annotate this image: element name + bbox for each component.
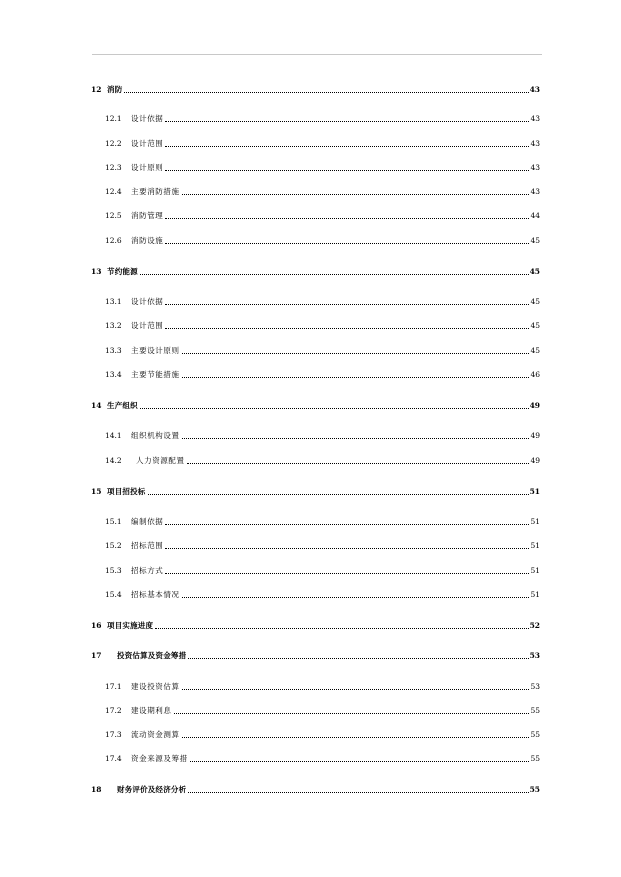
- toc-entry-17-1[interactable]: [91, 680, 540, 692]
- toc-entry-page: 55: [529, 785, 540, 794]
- toc-entry-title: 资金来源及筹措: [131, 754, 188, 763]
- toc-entry-12-2[interactable]: [91, 137, 540, 149]
- dot-leader: [165, 170, 529, 171]
- toc-entry-title: 建设期利息: [131, 706, 172, 715]
- toc-entry-number: 15: [91, 487, 102, 496]
- toc-entry-title: 建设投资估算: [131, 682, 180, 691]
- dot-leader: [155, 628, 528, 629]
- dot-leader: [182, 194, 530, 195]
- toc-entry-title: 编制依据: [131, 517, 164, 526]
- toc-entry-number: 15.3: [105, 566, 122, 575]
- toc-entry-title: 投资估算及资金筹措: [117, 651, 187, 660]
- toc-entry-title: 人力资源配置: [136, 456, 185, 465]
- toc-entry-number: 16: [91, 621, 102, 630]
- toc-entry-14[interactable]: [91, 399, 540, 411]
- toc-entry-page: 45: [530, 297, 540, 306]
- toc-entry-number: 17.1: [105, 682, 122, 691]
- toc-entry-title: 设计依据: [131, 114, 164, 123]
- toc-entry-12-6[interactable]: [91, 234, 540, 246]
- dot-leader: [182, 689, 530, 690]
- toc-entry-title: 消防设施: [131, 236, 164, 245]
- toc-entry-page: 43: [529, 85, 540, 94]
- toc-entry-13-2[interactable]: [91, 319, 540, 331]
- toc-entry-number: 17.3: [105, 730, 122, 739]
- toc-entry-title: 财务评价及经济分析: [117, 785, 187, 794]
- toc-entry-number: 17.2: [105, 706, 122, 715]
- dot-leader: [182, 438, 530, 439]
- toc-entry-title: 主要节能措施: [131, 370, 180, 379]
- toc-entry-title: 消防管理: [131, 211, 164, 220]
- toc-entry-page: 43: [530, 114, 540, 123]
- toc-entry-page: 44: [530, 211, 540, 220]
- dot-leader: [182, 377, 530, 378]
- toc-entry-16[interactable]: [91, 619, 540, 631]
- toc-entry-page: 53: [529, 651, 540, 660]
- toc-entry-12[interactable]: [91, 83, 540, 95]
- toc-entry-page: 43: [530, 139, 540, 148]
- dot-leader: [165, 304, 529, 305]
- toc-entry-page: 52: [529, 621, 540, 630]
- toc-entry-number: 12.6: [105, 236, 122, 245]
- toc-entry-18[interactable]: [91, 783, 540, 795]
- dot-leader: [182, 597, 530, 598]
- toc-entry-15-4[interactable]: [91, 588, 540, 600]
- toc-entry-title: 招标基本情况: [131, 590, 180, 599]
- toc-entry-number: 12.1: [105, 114, 122, 123]
- toc-entry-title: 项目招投标: [107, 487, 146, 496]
- toc-entry-page: 51: [529, 487, 540, 496]
- toc-entry-page: 49: [530, 456, 540, 465]
- toc-entry-page: 51: [530, 517, 540, 526]
- toc-entry-title: 设计范围: [131, 321, 164, 330]
- toc-entry-page: 45: [529, 267, 540, 276]
- dot-leader: [165, 573, 529, 574]
- toc-entry-title: 设计范围: [131, 139, 164, 148]
- dot-leader: [174, 713, 530, 714]
- toc-entry-number: 15.1: [105, 517, 122, 526]
- dot-leader: [140, 274, 529, 275]
- toc-entry-15-2[interactable]: [91, 539, 540, 551]
- toc-entry-page: 43: [530, 163, 540, 172]
- toc-entry-page: 51: [530, 590, 540, 599]
- toc-entry-number: 17: [91, 651, 102, 660]
- dot-leader: [148, 494, 529, 495]
- toc-entry-number: 12.3: [105, 163, 122, 172]
- toc-entry-number: 18: [91, 785, 102, 794]
- toc-entry-number: 15.2: [105, 541, 122, 550]
- dot-leader: [182, 737, 530, 738]
- toc-entry-page: 49: [530, 431, 540, 440]
- toc-entry-13[interactable]: [91, 265, 540, 277]
- toc-entry-page: 49: [529, 401, 540, 410]
- toc-entry-number: 13.2: [105, 321, 122, 330]
- toc-entry-13-4[interactable]: [91, 368, 540, 380]
- toc-entry-number: 12.2: [105, 139, 122, 148]
- toc-entry-number: 14.2: [105, 456, 122, 465]
- toc-entry-15-1[interactable]: [91, 515, 540, 527]
- toc-entry-number: 17.4: [105, 754, 122, 763]
- toc-entry-number: 13.4: [105, 370, 122, 379]
- toc-entry-title: 设计原则: [131, 163, 164, 172]
- toc-entry-page: 45: [530, 346, 540, 355]
- dot-leader: [188, 792, 528, 793]
- toc-entry-title: 消防: [107, 85, 123, 94]
- toc-entry-number: 13.3: [105, 346, 122, 355]
- toc-entry-page: 55: [530, 754, 540, 763]
- toc-entry-title: 组织机构设置: [131, 431, 180, 440]
- toc-entry-number: 12: [91, 85, 102, 94]
- toc-entry-title: 流动资金测算: [131, 730, 180, 739]
- toc-entry-page: 43: [530, 187, 540, 196]
- dot-leader: [140, 408, 529, 409]
- toc-entry-13-1[interactable]: [91, 295, 540, 307]
- toc-entry-title: 主要设计原则: [131, 346, 180, 355]
- toc-entry-17-2[interactable]: [91, 704, 540, 716]
- toc-entry-17-4[interactable]: [91, 752, 540, 764]
- toc-entry-number: 13: [91, 267, 102, 276]
- toc-entry-page: 51: [530, 566, 540, 575]
- toc-entry-17-3[interactable]: [91, 728, 540, 740]
- toc-entry-number: 13.1: [105, 297, 122, 306]
- toc-entry-page: 45: [530, 236, 540, 245]
- toc-entry-17[interactable]: [91, 649, 540, 661]
- dot-leader: [188, 658, 528, 659]
- toc-entry-12-5[interactable]: [91, 209, 540, 221]
- toc-entry-title: 招标方式: [131, 566, 164, 575]
- dot-leader: [165, 243, 529, 244]
- toc-entry-page: 46: [530, 370, 540, 379]
- toc-entry-15[interactable]: [91, 485, 540, 497]
- dot-leader: [165, 146, 529, 147]
- dot-leader: [182, 353, 530, 354]
- toc-entry-number: 12.5: [105, 211, 122, 220]
- dot-leader: [165, 218, 529, 219]
- toc-entry-12-1[interactable]: [91, 112, 540, 124]
- dot-leader: [165, 121, 529, 122]
- dot-leader: [165, 328, 529, 329]
- toc-entry-number: 14: [91, 401, 102, 410]
- toc-entry-page: 55: [530, 706, 540, 715]
- dot-leader: [190, 761, 530, 762]
- toc-entry-title: 项目实施进度: [107, 621, 154, 630]
- toc-entry-page: 45: [530, 321, 540, 330]
- toc-entry-number: 15.4: [105, 590, 122, 599]
- toc-entry-15-3[interactable]: [91, 564, 540, 576]
- toc-entry-page: 53: [530, 682, 540, 691]
- toc-entry-title: 生产组织: [107, 401, 138, 410]
- dot-leader: [124, 92, 528, 93]
- toc-entry-14-2[interactable]: [91, 454, 540, 466]
- dot-leader: [187, 463, 530, 464]
- toc-entry-title: 节约能源: [107, 267, 138, 276]
- dot-leader: [165, 548, 529, 549]
- dot-leader: [165, 524, 529, 525]
- toc-entry-number: 12.4: [105, 187, 122, 196]
- toc-entry-12-3[interactable]: [91, 161, 540, 173]
- toc-entry-12-4[interactable]: [91, 185, 540, 197]
- toc-entry-title: 招标范围: [131, 541, 164, 550]
- toc-entry-page: 51: [530, 541, 540, 550]
- toc-entry-page: 55: [530, 730, 540, 739]
- toc-entry-14-1[interactable]: [91, 429, 540, 441]
- toc-entry-title: 主要消防措施: [131, 187, 180, 196]
- toc-entry-number: 14.1: [105, 431, 122, 440]
- toc-entry-title: 设计依据: [131, 297, 164, 306]
- toc-entry-13-3[interactable]: [91, 344, 540, 356]
